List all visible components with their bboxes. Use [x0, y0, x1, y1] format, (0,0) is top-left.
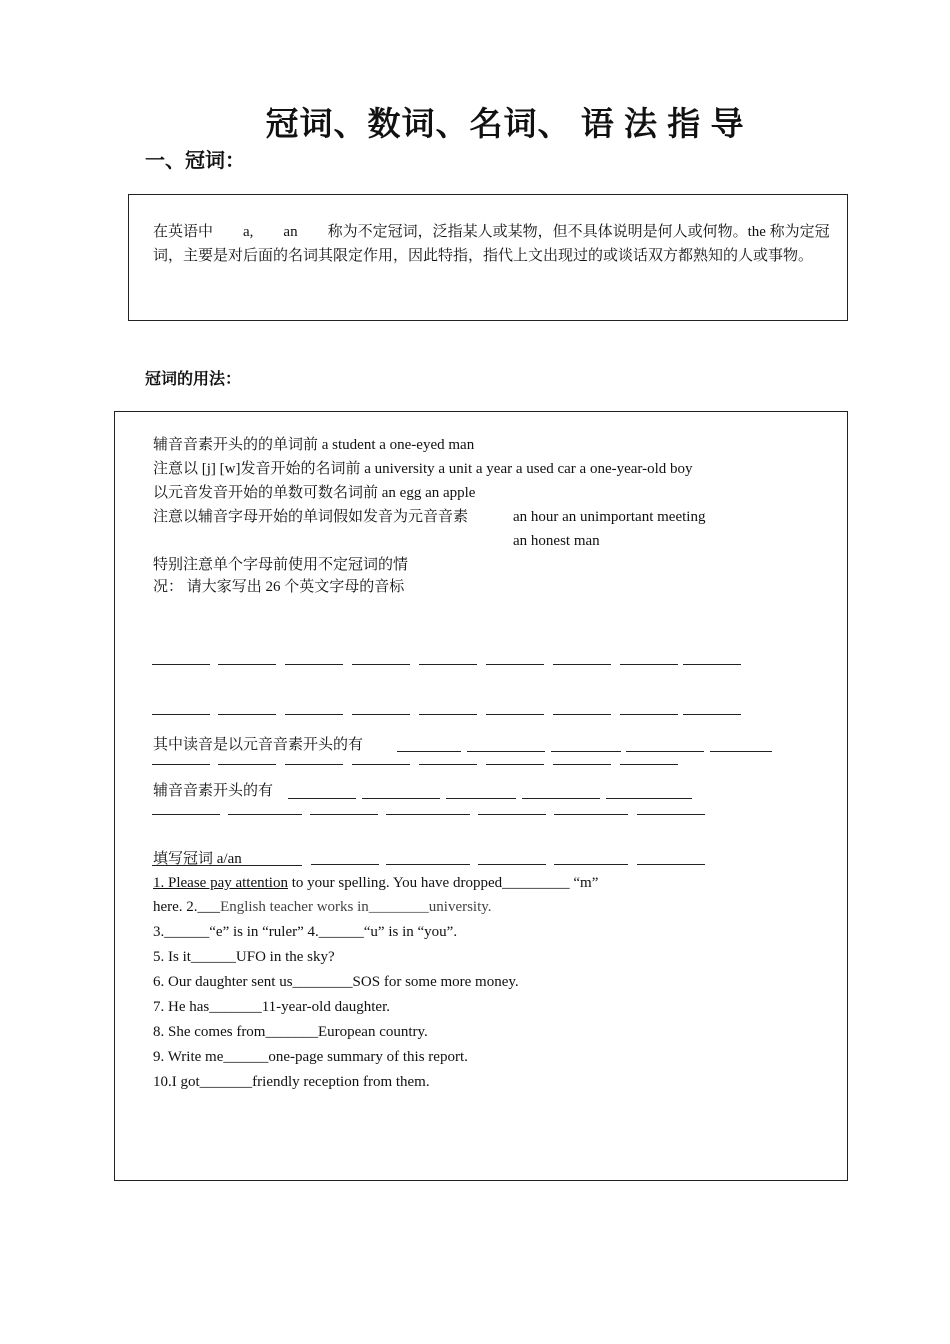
blank[interactable]: [218, 664, 276, 665]
blank[interactable]: [228, 814, 302, 815]
blank[interactable]: [419, 764, 477, 765]
exercise-3: 3.______“e” is in “ruler” 4.______“u” is in “you”.: [153, 924, 458, 940]
blank[interactable]: [386, 814, 470, 815]
blank[interactable]: [606, 798, 692, 799]
blank[interactable]: [352, 664, 410, 665]
blank[interactable]: [637, 814, 705, 815]
blank[interactable]: [553, 664, 611, 665]
blank[interactable]: [218, 764, 276, 765]
exercise-9: 9. Write me______one-page summary of this report.: [153, 1049, 468, 1065]
exercise-2: [153, 896, 492, 918]
intro-text: 在英语中 a, an 称为不定冠词，泛指某人或某物，但不具体说明是何人或何物。the 称为定冠词，主要是对后面的名词其限定作用，因此特指，指代上文出现过的或谈话双方都熟知的人或事物。: [153, 224, 830, 264]
blank[interactable]: [310, 814, 378, 815]
exercise-8: 8. She comes from_______European country.: [153, 1024, 428, 1040]
exercise-6: 6. Our daughter sent us________SOS for some more money.: [153, 974, 519, 990]
blank[interactable]: [486, 714, 544, 715]
blank[interactable]: [620, 664, 678, 665]
blank[interactable]: [486, 664, 544, 665]
usage-line-4-example-1: an hour an unimportant meeting: [513, 509, 706, 525]
usage-line-5: 特别注意单个字母前使用不定冠词的情: [153, 557, 409, 573]
blank[interactable]: [397, 751, 461, 752]
blank[interactable]: [446, 798, 516, 799]
exercise-1: [153, 872, 598, 894]
section-heading-articles: 一、冠词：: [145, 150, 245, 172]
usage-heading: 冠词的用法：: [145, 371, 242, 388]
blank[interactable]: [419, 664, 477, 665]
blank[interactable]: [486, 764, 544, 765]
blank[interactable]: [478, 814, 546, 815]
blank[interactable]: [419, 714, 477, 715]
label-underline: [152, 865, 302, 866]
blank[interactable]: [554, 814, 628, 815]
blank[interactable]: [553, 714, 611, 715]
blank[interactable]: [288, 798, 356, 799]
blank[interactable]: [285, 764, 343, 765]
blank[interactable]: [362, 798, 440, 799]
consonant-label: 辅音音素开头的有: [153, 783, 274, 799]
exercise-5: 5. Is it______UFO in the sky?: [153, 949, 335, 965]
exercise-10: 10.I got_______friendly reception from them.: [153, 1074, 430, 1090]
usage-line-6: 况： 请大家写出 26 个英文字母的音标: [153, 579, 405, 595]
blank[interactable]: [553, 764, 611, 765]
exercise-1-rest: to your spelling. You have dropped_________ “m”: [287, 875, 599, 891]
blank[interactable]: [710, 751, 772, 752]
blank[interactable]: [152, 764, 210, 765]
blank[interactable]: [285, 714, 343, 715]
usage-line-3: 以元音发音开始的单数可数名词前 an egg an apple: [153, 485, 476, 501]
blank[interactable]: [467, 751, 545, 752]
blank[interactable]: [620, 714, 678, 715]
usage-line-2: 注意以 [j] [w]发音开始的名词前 a university a unit a year a used car a one-year-old boy: [153, 461, 693, 477]
blank[interactable]: [683, 714, 741, 715]
blank[interactable]: [478, 864, 546, 865]
blank[interactable]: [683, 664, 741, 665]
blank[interactable]: [626, 751, 704, 752]
blank[interactable]: [285, 664, 343, 665]
usage-line-4-example-2: an honest man: [513, 533, 600, 549]
usage-line-1: 辅音音素开头的的单词前 a student a one-eyed man: [153, 437, 475, 453]
blank[interactable]: [152, 714, 210, 715]
fill-label: 填写冠词 a/an: [153, 851, 242, 867]
exercise-1-underlined: 1. Please pay attention: [153, 875, 288, 891]
vowel-label: 其中读音是以元音音素开头的有: [153, 737, 364, 753]
usage-line-4-label: 注意以辅音字母开始的单词假如发音为元音音素: [153, 509, 469, 525]
page-title: 冠词、数词、名词、 语 法 指 导: [265, 107, 745, 143]
exercise-7: 7. He has_______11-year-old daughter.: [153, 999, 390, 1015]
blank[interactable]: [352, 764, 410, 765]
blank[interactable]: [522, 798, 600, 799]
blank[interactable]: [620, 764, 678, 765]
blank[interactable]: [218, 714, 276, 715]
blank[interactable]: [551, 751, 621, 752]
blank[interactable]: [352, 714, 410, 715]
exercise-2-a: here. 2.___: [153, 899, 221, 915]
blank[interactable]: [637, 864, 705, 865]
blank[interactable]: [554, 864, 628, 865]
blank[interactable]: [311, 864, 379, 865]
blank[interactable]: [152, 814, 220, 815]
blank[interactable]: [386, 864, 470, 865]
blank[interactable]: [152, 664, 210, 665]
exercise-2-b: English teacher works in________university.: [220, 899, 492, 915]
